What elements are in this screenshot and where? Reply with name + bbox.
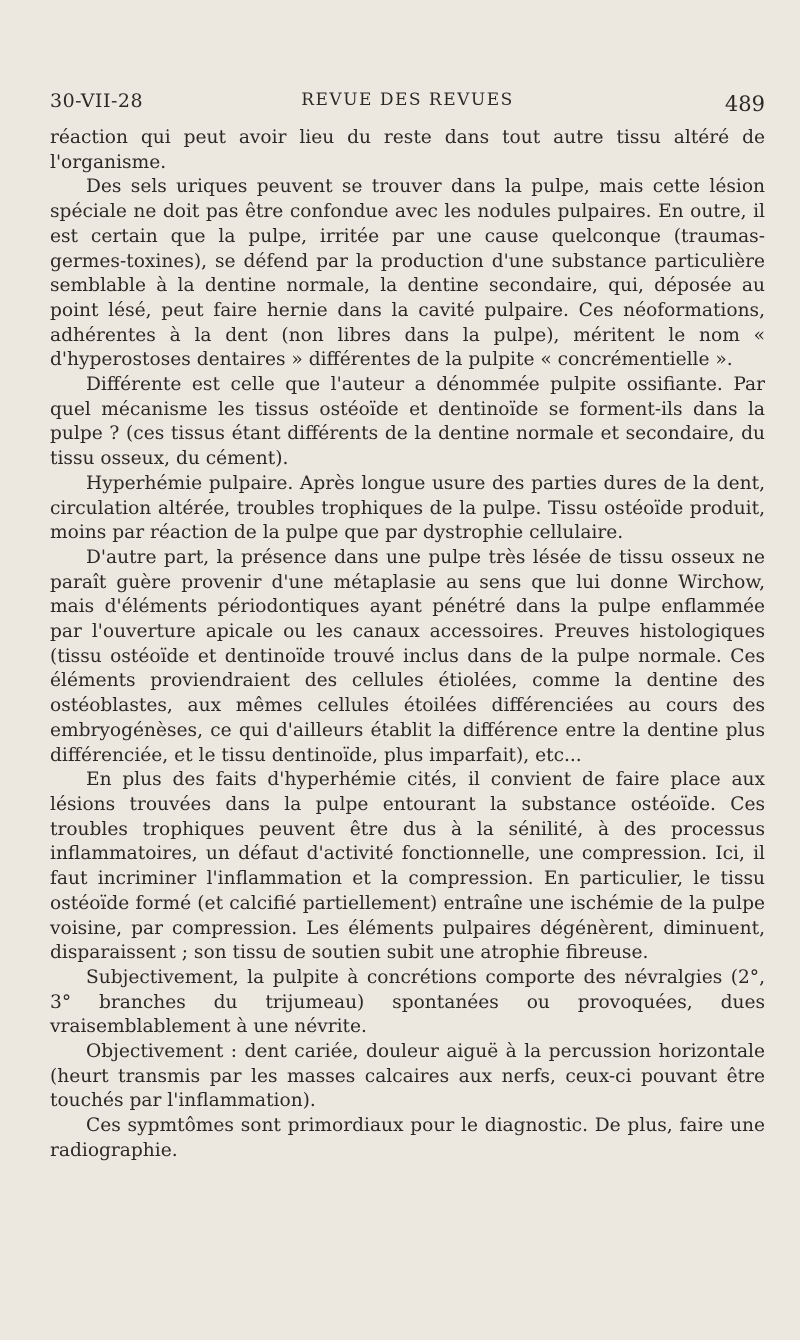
paragraph-trophic-lesions: En plus des faits d'hyperhémie cités, il convient de faire place aux lésions trouvées dans la pulpe entourant la substance ostéoïde. Ces troubles trophiques peuvent être dus à la sénilité, à des processus inflammatoires, un défaut d'activité fonctionnelle, une compression. Ici, il faut incriminer l'inflammation et la compression. En particulier, le tissu ostéoïde formé (et calcifié partiellement) entraîne une ischémie de la pulpe voisine, par compression. Les éléments pulpaires dégénèrent, diminuent, disparaissent ; son tissu de soutien subit une atrophie fibreuse. — [50, 769, 765, 964]
paragraph-subjective-signs: Subjectivement, la pulpite à concrétions comporte des névralgies (2°, 3° branches du trijumeau) spontanées ou provoquées, dues vraisemblablement à une névrite. — [50, 966, 765, 1038]
journal-section-title: REVUE DES REVUES — [301, 90, 514, 110]
paragraph-objective-signs: Objectivement : dent cariée, douleur aiguë à la percussion horizontale (heurt transmis par les masses calcaires aux nerfs, ceux-ci pouvant être touchés par l'inflammation). — [50, 1041, 765, 1112]
running-head — [50, 86, 765, 116]
paragraph-uric-salts: Des sels uriques peuvent se trouver dans la pulpe, mais cette lésion spéciale ne doit pas être confondue avec les nodules pulpaires. En outre, il est certain que la pulpe, irritée par une cause quelconque (traumas-germes-toxines), se défend par la production d'une substance particulière semblable à la dentine normale, la dentine secondaire, qui, déposée au point lésé, peut faire hernie dans la cavité pulpaire. Ces néoformations, adhérentes à la dent (non libres dans la pulpe), méritent le nom « d'hyperostoses dentaires » différentes de la pulpite « concrémentielle ». — [50, 176, 765, 371]
paragraph-continuation: réaction qui peut avoir lieu du reste dans tout autre tissu altéré de l'organisme. — [50, 127, 765, 173]
paragraph-diagnosis: Ces sypmtômes sont primordiaux pour le diagnostic. De plus, faire une radiographie. — [50, 1115, 765, 1161]
page-number: 489 — [724, 92, 765, 116]
paragraph-pulpal-hyperemia: Hyperhémie pulpaire. Après longue usure des parties dures de la dent, circulation altérée, troubles trophiques de la pulpe. Tissu ostéoïde produit, moins par réaction de la pulpe que par dystrophie cellulaire. — [50, 472, 765, 544]
paragraph-ossifying-pulpitis: Différente est celle que l'auteur a dénommée pulpite ossifiante. Par quel mécanisme les tissus ostéoïde et dentinoïde se forment-ils dans la pulpe ? (ces tissus étant différents de la dentine normale et secondaire, du tissu osseux, du cément). — [50, 374, 765, 470]
paragraph-bone-tissue-origin: D'autre part, la présence dans une pulpe très lésée de tissu osseux ne paraît guère provenir d'une métaplasie au sens que lui donne Wirchow, mais d'éléments périodontiques ayant pénétré dans la pulpe enflammée par l'ouverture apicale ou les canaux accessoires. Preuves histologiques (tissu ostéoïde et dentinoïde trouvé inclus dans de la pulpe normale. Ces éléments proviendraient des cellules étiolées, comme la dentine des ostéoblastes, aux mêmes cellules étoilées différenciées au cours des embryogénèses, ce qui d'ailleurs établit la différence entre la dentine plus différenciée, et le tissu dentinoïde, plus imparfait), etc... — [50, 546, 765, 766]
issue-date: 30-VII-28 — [50, 90, 144, 112]
article-body — [50, 126, 765, 1164]
